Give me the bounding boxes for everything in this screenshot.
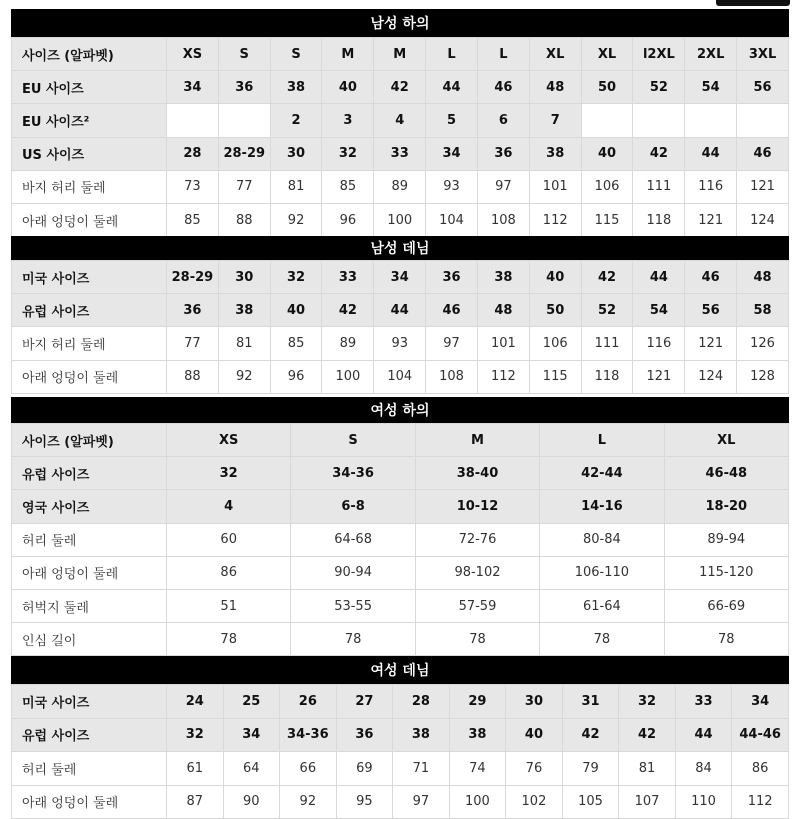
table-cell: 115 [529, 360, 581, 393]
section-title: 여성 데님 [370, 663, 430, 679]
table-cell: 118 [581, 360, 633, 393]
table-cell: 33 [675, 685, 732, 719]
section-header-mens-denim [11, 236, 789, 260]
table-cell: 77 [167, 327, 219, 360]
table-cell [737, 104, 789, 137]
table-cell: 56 [737, 71, 789, 104]
table-cell: 89 [322, 327, 374, 360]
table-row [12, 137, 789, 170]
table-cell: 36 [426, 261, 478, 294]
table-cell: 100 [374, 203, 426, 236]
table-cell: XL [581, 38, 633, 71]
table-cell: 102 [506, 785, 563, 819]
table-cell: 36 [167, 294, 219, 327]
table-row [12, 457, 789, 490]
table-cell: 85 [322, 170, 374, 203]
table-cell: 33 [322, 261, 374, 294]
row-label: 허리 둘레 [12, 752, 167, 786]
table-cell: 124 [737, 203, 789, 236]
table-cell: S [291, 424, 415, 457]
table-cell: 50 [581, 71, 633, 104]
table-cell: 48 [477, 294, 529, 327]
table-cell: 115-120 [664, 556, 788, 589]
table-cell: 56 [685, 294, 737, 327]
table-cell: 28-29 [167, 261, 219, 294]
row-label: 사이즈 (알파벳) [12, 38, 167, 71]
table-cell: 42 [562, 718, 619, 752]
row-label: 허벅지 둘레 [12, 589, 167, 622]
table-row [12, 685, 789, 719]
table-cell: 72-76 [415, 523, 539, 556]
section-title: 남성 데님 [370, 241, 430, 257]
row-label: 영국 사이즈 [12, 490, 167, 523]
table-cell: 53-55 [291, 589, 415, 622]
section-header-womens-denim [11, 656, 789, 684]
table-cell: 101 [529, 170, 581, 203]
table-cell: 4 [374, 104, 426, 137]
row-label: 바지 허리 둘레 [12, 327, 167, 360]
table-cell: 44 [426, 71, 478, 104]
table-cell: 112 [732, 785, 789, 819]
table-cell: 6 [477, 104, 529, 137]
table-cell: 32 [619, 685, 676, 719]
table-row [12, 360, 789, 393]
table-row [12, 589, 789, 622]
table-cell: M [374, 38, 426, 71]
table-cell: 42 [619, 718, 676, 752]
table-cell: 32 [167, 457, 291, 490]
table-cell: 97 [477, 170, 529, 203]
table-cell: S [218, 38, 270, 71]
table-cell: 36 [477, 137, 529, 170]
table-cell: L [426, 38, 478, 71]
table-cell: 46 [737, 137, 789, 170]
mens-bottoms-table [11, 37, 789, 237]
table-row [12, 104, 789, 137]
table-cell: 106-110 [540, 556, 664, 589]
table-cell: 30 [506, 685, 563, 719]
table-cell: 26 [280, 685, 337, 719]
table-cell [167, 104, 219, 137]
table-cell: 121 [737, 170, 789, 203]
table-cell: 44 [374, 294, 426, 327]
table-row [12, 556, 789, 589]
table-cell: 57-59 [415, 589, 539, 622]
table-cell: 73 [167, 170, 219, 203]
table-cell [633, 104, 685, 137]
womens-bottoms-table [11, 423, 789, 656]
row-label: EU 사이즈 [12, 71, 167, 104]
table-cell: 92 [218, 360, 270, 393]
table-cell: 95 [336, 785, 393, 819]
table-row [12, 523, 789, 556]
table-cell: 93 [426, 170, 478, 203]
table-cell: 7 [529, 104, 581, 137]
table-cell: 44 [685, 137, 737, 170]
table-cell: 44-46 [732, 718, 789, 752]
table-cell: 121 [685, 327, 737, 360]
table-row [12, 752, 789, 786]
table-cell: 31 [562, 685, 619, 719]
row-label: 미국 사이즈 [12, 261, 167, 294]
table-cell: 93 [374, 327, 426, 360]
table-cell: 50 [529, 294, 581, 327]
table-cell: XL [529, 38, 581, 71]
table-cell: L [477, 38, 529, 71]
table-cell: 34 [223, 718, 280, 752]
table-cell: 54 [685, 71, 737, 104]
table-cell: M [415, 424, 539, 457]
top-corner-badge [716, 0, 790, 6]
table-cell: 34 [167, 71, 219, 104]
table-cell: 97 [426, 327, 478, 360]
table-cell: 40 [322, 71, 374, 104]
table-cell: 18-20 [664, 490, 788, 523]
table-cell: 61 [167, 752, 224, 786]
section-title: 남성 하의 [370, 16, 430, 32]
table-cell: 84 [675, 752, 732, 786]
table-row [12, 71, 789, 104]
table-cell: 96 [322, 203, 374, 236]
table-cell [685, 104, 737, 137]
table-cell: 121 [685, 203, 737, 236]
table-cell: 4 [167, 490, 291, 523]
table-cell: 121 [633, 360, 685, 393]
table-cell: 38 [218, 294, 270, 327]
table-cell: 128 [737, 360, 789, 393]
row-label: 유럽 사이즈 [12, 294, 167, 327]
table-cell: 51 [167, 589, 291, 622]
table-row [12, 327, 789, 360]
table-row [12, 294, 789, 327]
table-cell: 27 [336, 685, 393, 719]
womens-denim-table [11, 684, 789, 819]
table-cell: 111 [581, 327, 633, 360]
table-cell: 30 [218, 261, 270, 294]
table-cell: 81 [270, 170, 322, 203]
table-cell: 87 [167, 785, 224, 819]
table-cell: 76 [506, 752, 563, 786]
table-cell: 77 [218, 170, 270, 203]
row-label: 인심 길이 [12, 623, 167, 656]
table-cell: 46-48 [664, 457, 788, 490]
table-cell: 52 [633, 71, 685, 104]
table-row [12, 623, 789, 656]
table-cell: 46 [426, 294, 478, 327]
table-cell: 60 [167, 523, 291, 556]
table-cell: 14-16 [540, 490, 664, 523]
table-cell: 44 [675, 718, 732, 752]
table-cell: 28 [393, 685, 450, 719]
table-cell: 78 [415, 623, 539, 656]
table-cell: 80-84 [540, 523, 664, 556]
table-cell: 32 [322, 137, 374, 170]
row-label: 아래 엉덩이 둘레 [12, 203, 167, 236]
table-cell: 107 [619, 785, 676, 819]
table-cell: XS [167, 424, 291, 457]
table-row [12, 785, 789, 819]
table-cell: 3XL [737, 38, 789, 71]
table-cell: 10-12 [415, 490, 539, 523]
section-header-womens-bottoms [11, 397, 789, 423]
table-cell: 30 [270, 137, 322, 170]
table-cell: 78 [540, 623, 664, 656]
table-cell: 42-44 [540, 457, 664, 490]
table-cell: 124 [685, 360, 737, 393]
table-cell: M [322, 38, 374, 71]
table-cell: 89-94 [664, 523, 788, 556]
table-cell: 100 [322, 360, 374, 393]
table-cell: 34-36 [280, 718, 337, 752]
table-cell [218, 104, 270, 137]
table-cell: 34 [426, 137, 478, 170]
table-cell: 111 [633, 170, 685, 203]
table-cell: XL [664, 424, 788, 457]
table-cell: 69 [336, 752, 393, 786]
table-cell: 104 [426, 203, 478, 236]
table-cell: 42 [322, 294, 374, 327]
table-cell: 40 [506, 718, 563, 752]
row-label: 아래 엉덩이 둘레 [12, 785, 167, 819]
table-cell: 48 [737, 261, 789, 294]
section-header-mens-bottoms [11, 9, 789, 37]
table-cell: 6-8 [291, 490, 415, 523]
table-cell: 54 [633, 294, 685, 327]
table-cell: S [270, 38, 322, 71]
table-cell: 32 [167, 718, 224, 752]
table-cell: 34 [374, 261, 426, 294]
table-cell: 42 [633, 137, 685, 170]
table-cell: 24 [167, 685, 224, 719]
table-cell: 106 [581, 170, 633, 203]
table-row [12, 718, 789, 752]
table-cell: 126 [737, 327, 789, 360]
table-cell: 105 [562, 785, 619, 819]
table-cell: 112 [529, 203, 581, 236]
table-cell: 46 [685, 261, 737, 294]
table-cell: l2XL [633, 38, 685, 71]
table-cell: 78 [664, 623, 788, 656]
table-cell: 110 [675, 785, 732, 819]
table-cell: 86 [167, 556, 291, 589]
table-cell: 3 [322, 104, 374, 137]
table-cell: XS [167, 38, 219, 71]
table-cell: 116 [685, 170, 737, 203]
table-cell: 118 [633, 203, 685, 236]
table-cell: 42 [374, 71, 426, 104]
table-cell: 112 [477, 360, 529, 393]
table-cell: 108 [426, 360, 478, 393]
table-cell: 85 [167, 203, 219, 236]
table-cell: 25 [223, 685, 280, 719]
table-cell: 96 [270, 360, 322, 393]
table-cell: 42 [581, 261, 633, 294]
row-label: 유럽 사이즈 [12, 457, 167, 490]
table-cell: 34-36 [291, 457, 415, 490]
row-label: 유럽 사이즈 [12, 718, 167, 752]
table-cell: 116 [633, 327, 685, 360]
table-cell: 40 [270, 294, 322, 327]
table-cell: 38 [529, 137, 581, 170]
table-cell: 85 [270, 327, 322, 360]
row-label: US 사이즈 [12, 137, 167, 170]
table-cell: 97 [393, 785, 450, 819]
table-cell: 48 [529, 71, 581, 104]
table-row [12, 170, 789, 203]
table-cell: 32 [270, 261, 322, 294]
row-label: 아래 엉덩이 둘레 [12, 556, 167, 589]
table-cell: 104 [374, 360, 426, 393]
row-label: 허리 둘레 [12, 523, 167, 556]
table-cell: 79 [562, 752, 619, 786]
table-cell: 64 [223, 752, 280, 786]
table-cell: 40 [529, 261, 581, 294]
table-cell: 100 [449, 785, 506, 819]
table-cell: 2XL [685, 38, 737, 71]
table-cell: 115 [581, 203, 633, 236]
table-cell: 88 [167, 360, 219, 393]
table-row [12, 261, 789, 294]
table-cell: 81 [619, 752, 676, 786]
table-cell: 90 [223, 785, 280, 819]
row-label: 미국 사이즈 [12, 685, 167, 719]
table-cell: 38 [393, 718, 450, 752]
table-row [12, 38, 789, 71]
table-row [12, 203, 789, 236]
table-cell: 2 [270, 104, 322, 137]
table-cell: 66 [280, 752, 337, 786]
table-cell: 28 [167, 137, 219, 170]
table-cell: 44 [633, 261, 685, 294]
table-cell: 78 [291, 623, 415, 656]
table-cell: 92 [280, 785, 337, 819]
table-cell [581, 104, 633, 137]
table-cell: 74 [449, 752, 506, 786]
table-cell: 92 [270, 203, 322, 236]
mens-denim-table [11, 260, 789, 394]
table-cell: 108 [477, 203, 529, 236]
table-cell: 98-102 [415, 556, 539, 589]
table-cell: 46 [477, 71, 529, 104]
table-cell: 66-69 [664, 589, 788, 622]
table-cell: L [540, 424, 664, 457]
table-cell: 106 [529, 327, 581, 360]
table-cell: 81 [218, 327, 270, 360]
table-cell: 58 [737, 294, 789, 327]
table-cell: 33 [374, 137, 426, 170]
table-cell: 34 [732, 685, 789, 719]
section-title: 여성 하의 [370, 403, 430, 419]
table-cell: 52 [581, 294, 633, 327]
table-cell: 88 [218, 203, 270, 236]
table-cell: 28-29 [218, 137, 270, 170]
table-cell: 86 [732, 752, 789, 786]
table-cell: 36 [336, 718, 393, 752]
row-label: 아래 엉덩이 둘레 [12, 360, 167, 393]
table-cell: 36 [218, 71, 270, 104]
table-cell: 5 [426, 104, 478, 137]
row-label: 사이즈 (알파벳) [12, 424, 167, 457]
table-row [12, 424, 789, 457]
table-cell: 38-40 [415, 457, 539, 490]
table-row [12, 490, 789, 523]
row-label: 바지 허리 둘레 [12, 170, 167, 203]
table-cell: 38 [449, 718, 506, 752]
table-cell: 29 [449, 685, 506, 719]
table-cell: 38 [270, 71, 322, 104]
table-cell: 89 [374, 170, 426, 203]
table-cell: 61-64 [540, 589, 664, 622]
table-cell: 38 [477, 261, 529, 294]
table-cell: 90-94 [291, 556, 415, 589]
table-cell: 101 [477, 327, 529, 360]
table-cell: 40 [581, 137, 633, 170]
table-cell: 64-68 [291, 523, 415, 556]
row-label: EU 사이즈² [12, 104, 167, 137]
table-cell: 71 [393, 752, 450, 786]
table-cell: 78 [167, 623, 291, 656]
